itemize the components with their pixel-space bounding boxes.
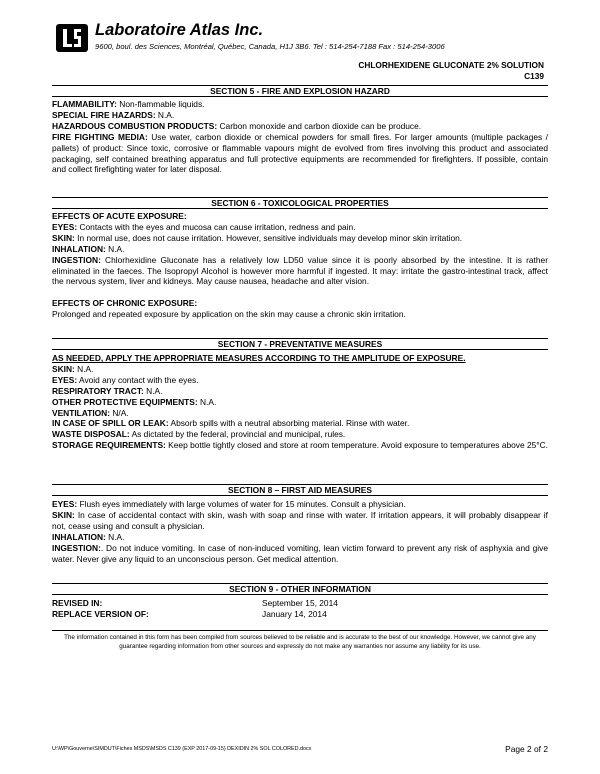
- section-6-header: SECTION 6 - TOXICOLOGICAL PROPERTIES: [52, 197, 548, 209]
- revised-row: REVISED IN: September 15, 2014: [52, 598, 338, 608]
- product-name: CHLORHEXIDENE GLUCONATE 2% SOLUTION: [358, 60, 544, 70]
- section-7-body: AS NEEDED, APPLY THE APPROPRIATE MEASURES ACCORDING TO THE AMPLITUDE OF EXPOSURE. SKIN: N.A. EYES: Avoid any contact with the eyes. RESPIRATORY TRACT: N.A. OTHER PROTECTIVE EQUIPMENTS: N.A. VENTILATION: N/A. IN CASE OF SPILL OR LEAK: Absorb spills with a neutral absorbing material. Rinse with water. WASTE DISPOSAL: As dictated by the federal, provincial and municipal, rules. STORAGE REQUIREMENTS: Keep bottle tightly closed and store at room temperature. Avoid exposure to temperatures above 25°C.: [52, 353, 549, 451]
- footer-divider: [52, 630, 548, 631]
- file-path: U:\WP\Gouverne\SIMDUT\Fiches MSDS\MSDS C139 (EXP 2017-09-15) DEXIDIN 2% SOL COLORED.docx: [52, 746, 312, 752]
- section-8-body: EYES: Flush eyes immediately with large volumes of water for 15 minutes. Consult a physician. SKIN: In case of accidental contact with skin, wash with soap and rinse with water. If irritation appears, it will probably disappear if not, cease using and consult a physician. INHALATION: N.A. INGESTION:. Do not induce vomiting. In case of non-induced vomiting, lean victim forward to prevent any risk of asphyxia and give water. Never give any liquid to an unconscious person. Get medical attention.: [52, 499, 548, 564]
- section-8-header: SECTION 8 – FIRST AID MEASURES: [52, 484, 548, 496]
- product-code: C139: [524, 70, 544, 81]
- company-logo: [56, 24, 88, 52]
- page-number: Page 2 of 2: [505, 744, 548, 754]
- replace-version-row: REPLACE VERSION OF: January 14, 2014: [52, 608, 327, 619]
- company-name: Laboratoire Atlas Inc.: [95, 21, 264, 39]
- section-5-body: FLAMMABILITY: Non-flammable liquids. SPECIAL FIRE HAZARDS: N.A. HAZARDOUS COMBUSTION PRODUCTS: Carbon monoxide and carbon dioxide can be produce. FIRE FIGHTING MEDIA: Use water, carbon dioxide or chemical powders for small fires. For larger amounts (multiple packages / pallets) of product: Since toxic, corrosive or flammable vapours might de evolved from fires involving this product and associated packaging, self contained breathing apparatus and full protective equipments are recommended for firefighters. If possible, contain and collect firefighting water for later disposal.: [52, 99, 549, 175]
- product-title: [358, 60, 544, 81]
- section-9-header: SECTION 9 - OTHER INFORMATION: [52, 583, 548, 595]
- section-6-body: EFFECTS OF ACUTE EXPOSURE: EYES: Contacts with the eyes and mucosa can cause irritation, redness and pain. SKIN: In normal use, does not cause irritation. However, sensitive individuals may develop minor skin irritation. INHALATION: N.A. INGESTION: Chlorhexidine Gluconate has a relatively low LD50 value since it is poorly absorbed by the intestine. It is rather eliminated in the faeces. The Isopropyl Alcohol is however more harmful if ingested. It may: irritate the gastro-intestinal track, affect the nervous system, liver and kidneys. May cause nausea, headache and alter vision. EFFECTS OF CHRONIC EXPOSURE: Prolonged and repeated exposure by application on the skin may cause a chronic skin irritation.: [52, 211, 548, 320]
- section-7-header: SECTION 7 - PREVENTATIVE MEASURES: [52, 338, 548, 350]
- section-5-header: SECTION 5 - FIRE AND EXPLOSION HAZARD: [52, 85, 548, 97]
- section-9-body: [52, 598, 548, 620]
- company-address: 9600, boul. des Sciences, Montréal, Québec, Canada, H1J 3B6. Tel : 514-254-7188 Fax : 514-254-3006: [95, 42, 445, 51]
- disclaimer: The information contained in this form has been compiled from sources believed to be reliable and is accurate to the best of our knowledge. However, we cannot give any guarantee regarding information from other sources and expressly do not make any warranties nor assume any liability for its use.: [64, 634, 536, 650]
